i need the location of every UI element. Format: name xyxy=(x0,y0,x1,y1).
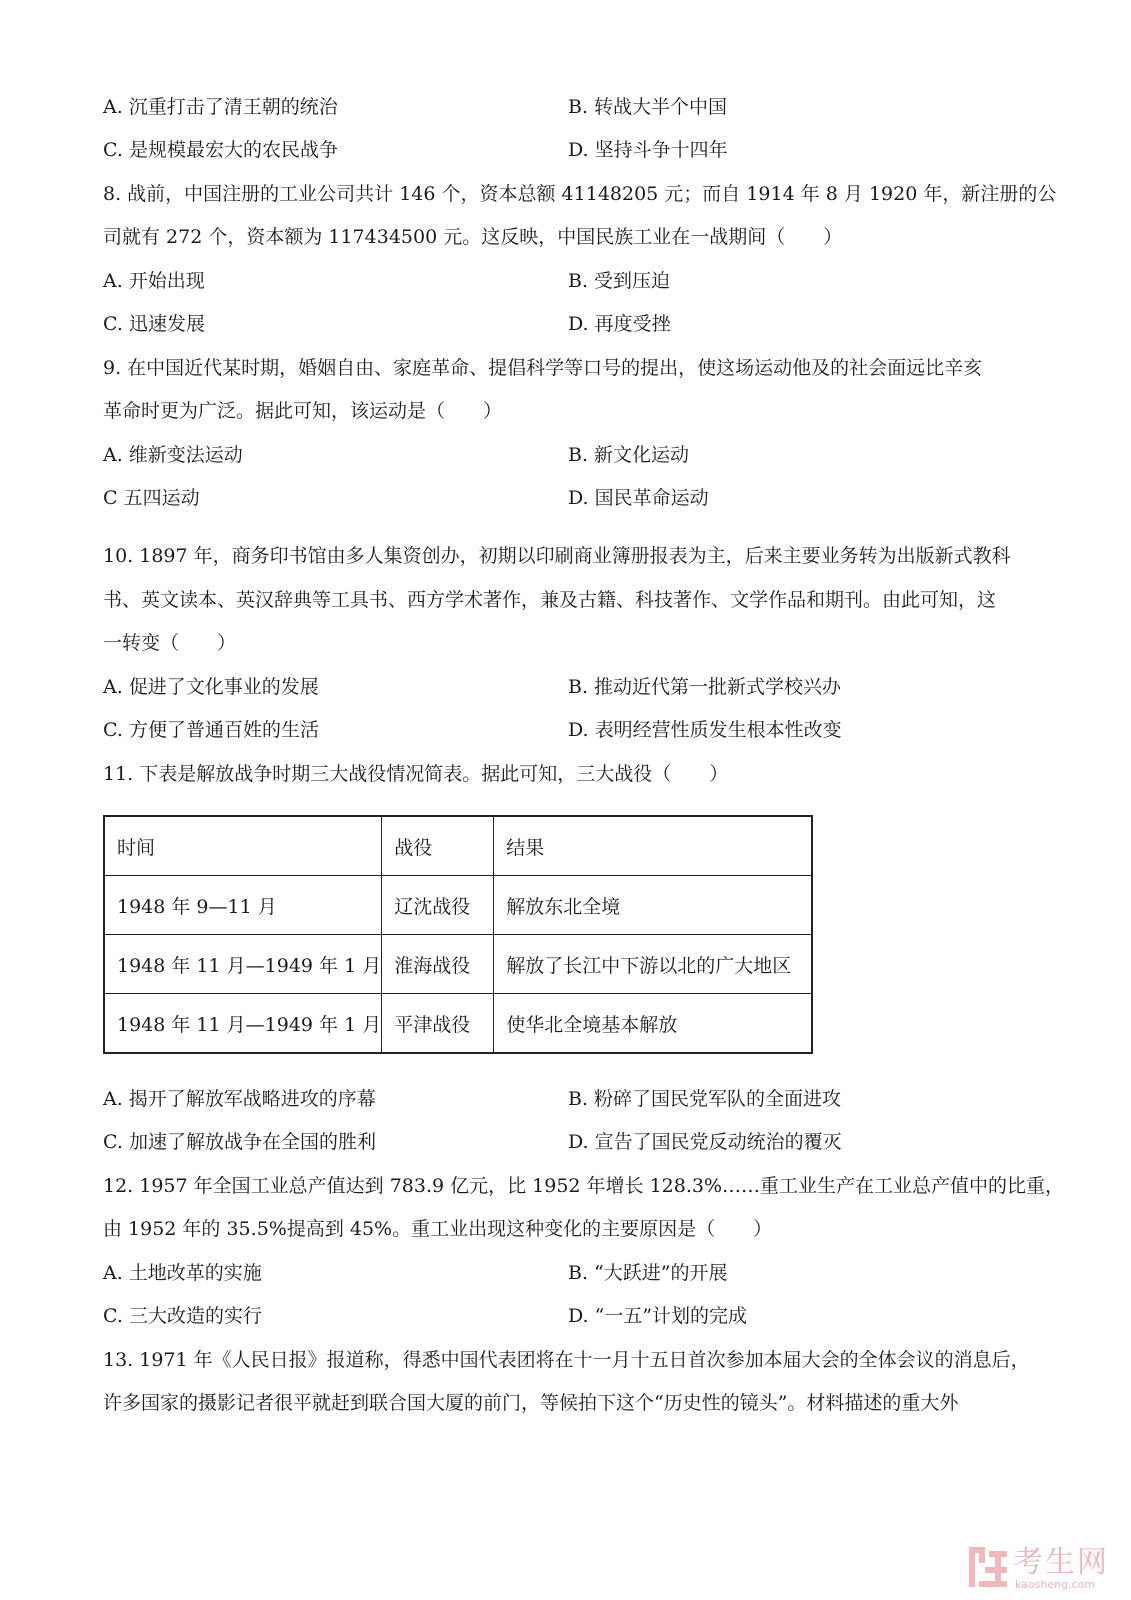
q12-option-d: D. “一五”计划的完成 xyxy=(568,1305,748,1327)
q8-stem-line2: 司就有 272 个，资本额为 117434500 元。这反映，中国民族工业在一战期间（ ） xyxy=(103,226,843,248)
q12-option-c: C. 三大改造的实行 xyxy=(103,1305,262,1327)
table-cell: 1948 年 11 月—1949 年 1 月 xyxy=(104,935,382,994)
q11-option-c: C. 加速了解放战争在全国的胜利 xyxy=(103,1131,376,1153)
table-cell: 平津战役 xyxy=(382,994,494,1054)
q8-stem-line1: 8. 战前，中国注册的工业公司共计 146 个，资本总额 41148205 元；而自 1914 年 8 月 1920 年，新注册的公 xyxy=(103,183,1057,205)
table-cell: 解放东北全境 xyxy=(494,876,813,935)
q12-option-b: B. “大跃进”的开展 xyxy=(568,1262,728,1284)
q8-option-d: D. 再度受挫 xyxy=(568,313,671,335)
table-cell: 使华北全境基本解放 xyxy=(494,994,813,1054)
table-cell: 淮海战役 xyxy=(382,935,494,994)
table-cell: 1948 年 9—11 月 xyxy=(104,876,382,935)
q12-stem-line2: 由 1952 年的 35.5%提高到 45%。重工业出现这种变化的主要原因是（ ） xyxy=(103,1218,773,1240)
watermark-logo xyxy=(969,1547,1109,1591)
table-cell: 辽沈战役 xyxy=(382,876,494,935)
table-header-cell: 时间 xyxy=(104,816,382,876)
q11-option-a: A. 揭开了解放军战略进攻的序幕 xyxy=(103,1088,376,1110)
q10-stem-line1: 10. 1897 年，商务印书馆由多人集资创办，初期以印刷商业簿册报表为主，后来主要业务转为出版新式教科 xyxy=(103,545,1011,567)
q7-option-c: C. 是规模最宏大的农民战争 xyxy=(103,139,338,161)
table-header-cell: 结果 xyxy=(494,816,813,876)
q9-stem-line2: 革命时更为广泛。据此可知，该运动是（ ） xyxy=(103,400,503,422)
watermark-mark-icon xyxy=(969,1547,1007,1587)
q11-option-b: B. 粉碎了国民党军队的全面进攻 xyxy=(568,1088,842,1110)
table-row xyxy=(104,876,812,935)
q9-option-c: C 五四运动 xyxy=(103,487,200,509)
table-cell: 解放了长江中下游以北的广大地区 xyxy=(494,935,813,994)
watermark-url: kaosheng.com xyxy=(1015,1578,1096,1591)
q12-stem-line1: 12. 1957 年全国工业总产值达到 783.9 亿元，比 1952 年增长 128.3%……重工业生产在工业总产值中的比重， xyxy=(103,1175,1065,1197)
q10-option-b: B. 推动近代第一批新式学校兴办 xyxy=(568,676,842,698)
q13-stem-line1: 13. 1971 年《人民日报》报道称，得悉中国代表团将在十一月十五日首次参加本届大会的全体会议的消息后， xyxy=(103,1349,1030,1371)
q9-option-b: B. 新文化运动 xyxy=(568,444,690,466)
q12-option-a: A. 土地改革的实施 xyxy=(103,1262,262,1284)
q7-option-a: A. 沉重打击了清王朝的统治 xyxy=(103,96,338,118)
q10-option-d: D. 表明经营性质发生根本性改变 xyxy=(568,719,842,741)
q10-option-a: A. 促进了文化事业的发展 xyxy=(103,676,319,698)
q8-option-b: B. 受到压迫 xyxy=(568,270,671,292)
table-row xyxy=(104,994,812,1054)
q13-stem-line2: 许多国家的摄影记者很平就赶到联合国大厦的前门，等候拍下这个“历史性的镜头”。材料描述的重大外 xyxy=(103,1392,959,1414)
q8-option-c: C. 迅速发展 xyxy=(103,313,205,335)
battles-table xyxy=(103,815,813,1054)
q10-option-c: C. 方便了普通百姓的生活 xyxy=(103,719,319,741)
q7-option-b: B. 转战大半个中国 xyxy=(568,96,728,118)
q9-option-a: A. 维新变法运动 xyxy=(103,444,243,466)
q10-stem-line3: 一转变（ ） xyxy=(103,632,237,654)
table-header-cell: 战役 xyxy=(382,816,494,876)
table-cell: 1948 年 11 月—1949 年 1 月 xyxy=(104,994,382,1054)
table-header-row xyxy=(104,816,812,876)
q10-stem-line2: 书、英文读本、英汉辞典等工具书、西方学术著作，兼及古籍、科技著作、文学作品和期刊。由此可知，这 xyxy=(103,589,997,611)
q11-option-d: D. 宣告了国民党反动统治的覆灭 xyxy=(568,1131,842,1153)
watermark-text: 考生网 xyxy=(1013,1545,1109,1580)
q8-option-a: A. 开始出现 xyxy=(103,270,205,292)
q11-stem-line1: 11. 下表是解放战争时期三大战役情况简表。据此可知，三大战役（ ） xyxy=(103,763,729,785)
table-row xyxy=(104,935,812,994)
q7-option-d: D. 坚持斗争十四年 xyxy=(568,139,728,161)
q9-option-d: D. 国民革命运动 xyxy=(568,487,709,509)
q9-stem-line1: 9. 在中国近代某时期，婚姻自由、家庭革命、提倡科学等口号的提出，使这场运动他及的社会面远比辛亥 xyxy=(103,357,983,379)
